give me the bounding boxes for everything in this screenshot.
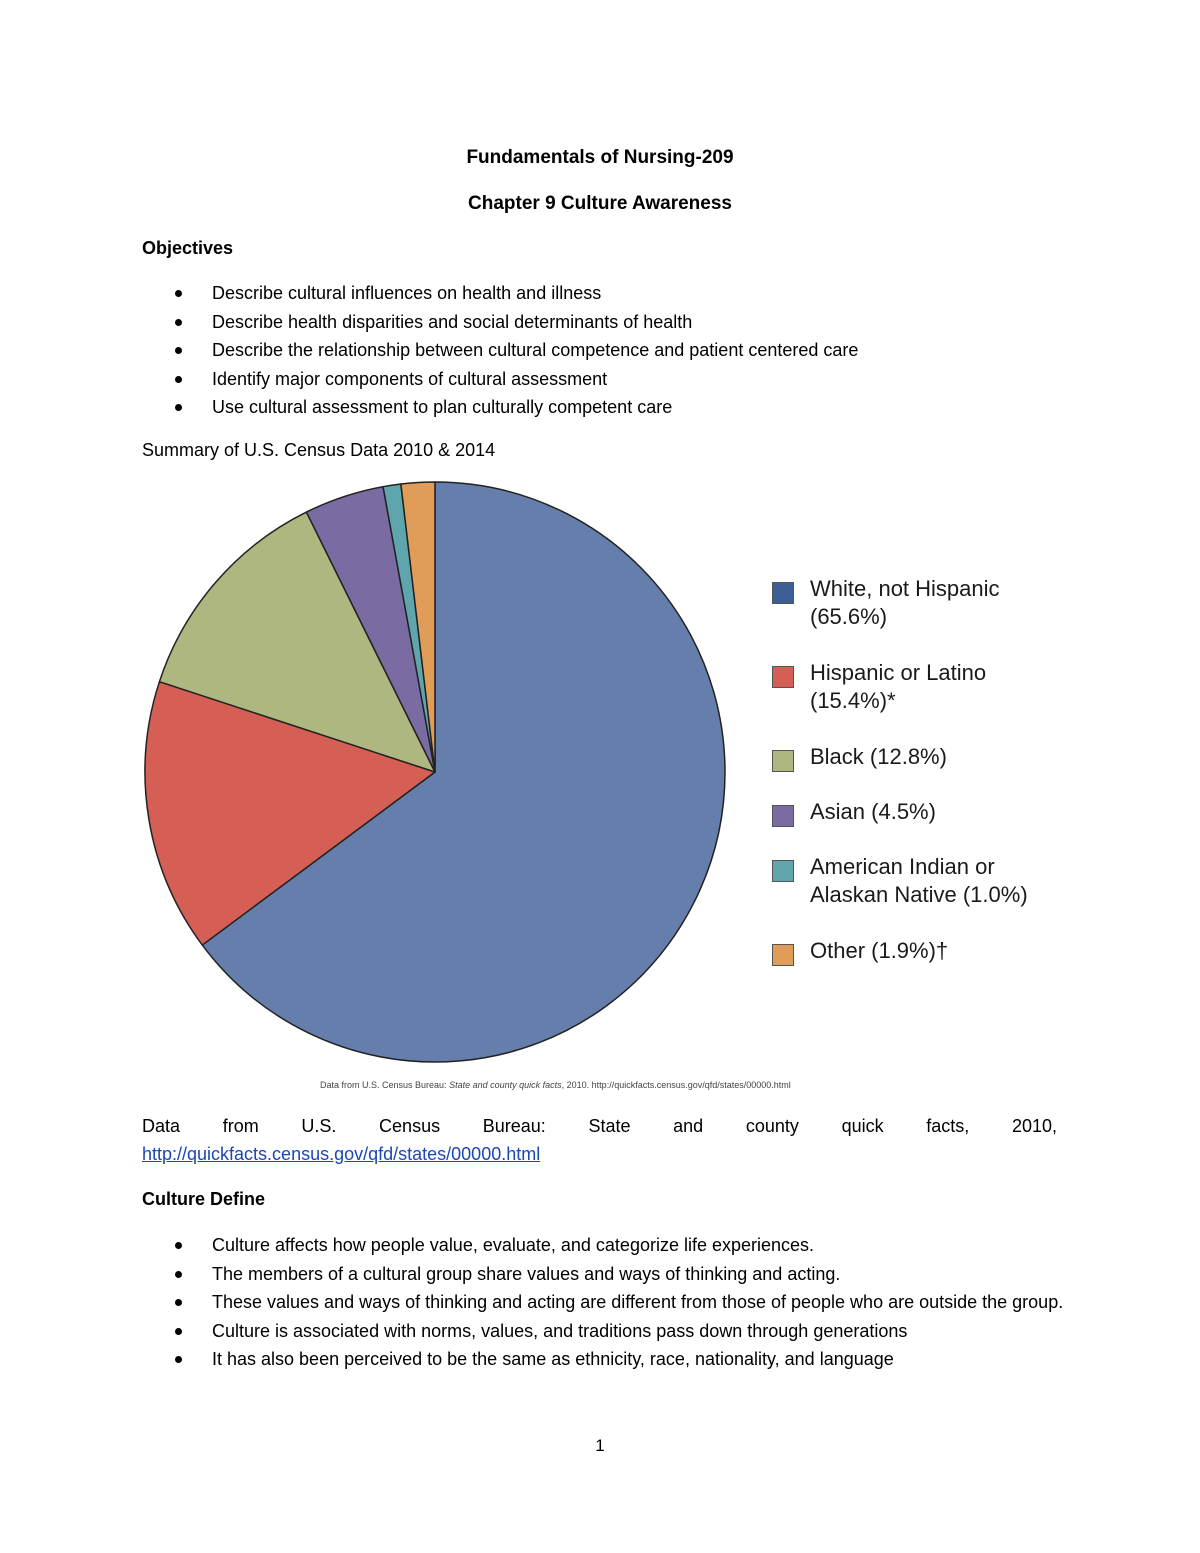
census-summary-label: Summary of U.S. Census Data 2010 & 2014 — [142, 440, 496, 460]
list-item: Culture is associated with norms, values, and traditions pass down through generations — [142, 1317, 1072, 1346]
bullet-icon — [175, 290, 182, 297]
legend-swatch — [772, 944, 794, 966]
objectives-list — [142, 279, 1072, 422]
list-item: It has also been perceived to be the same as ethnicity, race, nationality, and language — [142, 1345, 1072, 1374]
chart-source-caption: Data from U.S. Census Bureau: State and county quick facts, 2010. http://quickfacts.census.gov/qfd/states/00000.html — [320, 1080, 791, 1090]
list-item: Use cultural assessment to plan culturally competent care — [142, 393, 1072, 422]
list-item: Describe the relationship between cultural competence and patient centered care — [142, 336, 1072, 365]
bullet-icon — [175, 1356, 182, 1363]
legend-swatch — [772, 805, 794, 827]
bullet-icon — [175, 1328, 182, 1335]
bullet-icon — [175, 404, 182, 411]
bullet-icon — [175, 1242, 182, 1249]
bullet-icon — [175, 1299, 182, 1306]
bullet-icon — [175, 1271, 182, 1278]
bullet-icon — [175, 347, 182, 354]
legend-swatch — [772, 860, 794, 882]
census-pie-chart — [130, 470, 750, 1080]
culture-define-heading: Culture Define — [142, 1189, 266, 1209]
list-item: Culture affects how people value, evaluate, and categorize life experiences. — [142, 1231, 1072, 1260]
bullet-icon — [175, 376, 182, 383]
legend-label: American Indian or Alaskan Native (1.0%) — [810, 854, 1028, 907]
legend-swatch — [772, 582, 794, 604]
list-item: Describe cultural influences on health and illness — [142, 279, 1072, 308]
legend-label: White, not Hispanic (65.6%) — [810, 576, 1000, 629]
legend-label: Black (12.8%) — [810, 744, 947, 769]
list-item: The members of a cultural group share values and ways of thinking and acting. — [142, 1260, 1072, 1289]
chapter-title: Chapter 9 Culture Awareness — [468, 193, 732, 214]
data-source-text: Data from U.S. Census Bureau: State and county quick facts, 2010, — [142, 1116, 1057, 1136]
list-item: Describe health disparities and social determinants of health — [142, 308, 1072, 337]
page-number: 1 — [595, 1436, 605, 1455]
list-item: These values and ways of thinking and acting are different from those of people who are outside the group. — [142, 1288, 1072, 1317]
list-item: Identify major components of cultural assessment — [142, 365, 1072, 394]
legend-swatch — [772, 750, 794, 772]
culture-define-list — [142, 1231, 1072, 1374]
objectives-heading: Objectives — [142, 238, 234, 258]
census-link[interactable]: http://quickfacts.census.gov/qfd/states/00000.html — [142, 1144, 541, 1164]
legend-label: Hispanic or Latino (15.4%)* — [810, 660, 987, 713]
legend-label: Asian (4.5%) — [810, 799, 936, 824]
bullet-icon — [175, 319, 182, 326]
legend-label: Other (1.9%)† — [810, 938, 949, 963]
legend-swatch — [772, 666, 794, 688]
document-title: Fundamentals of Nursing-209 — [466, 147, 734, 168]
